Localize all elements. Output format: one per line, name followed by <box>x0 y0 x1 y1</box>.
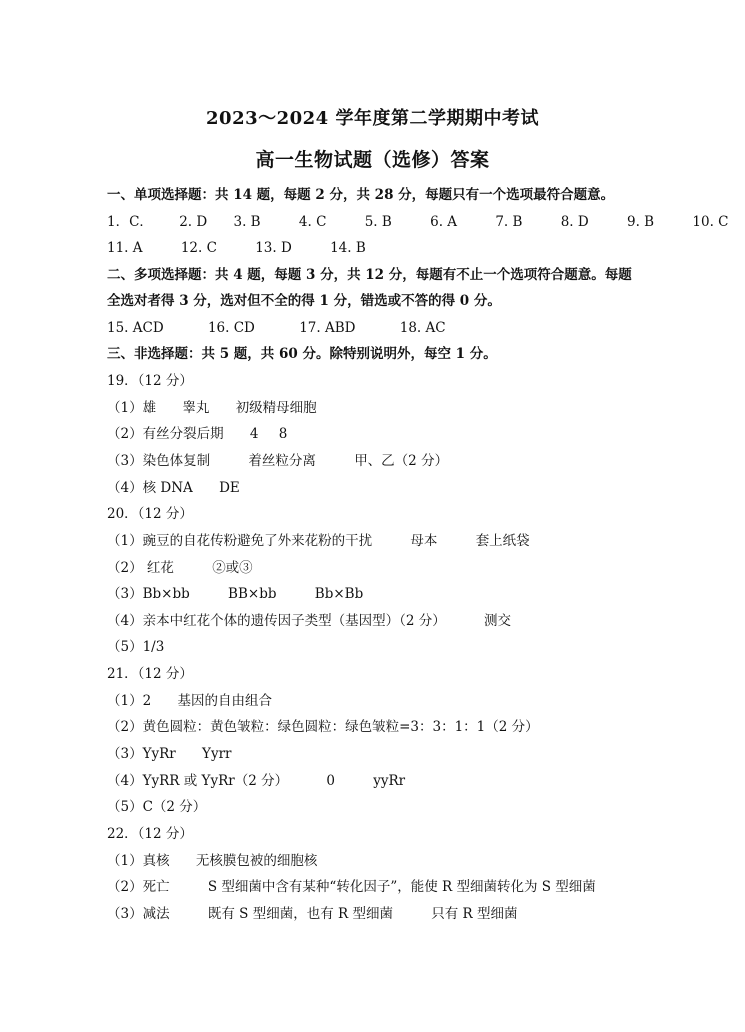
q22-a1-part2: 无核膜包被的细胞核 <box>195 853 318 869</box>
q20-answer-1 <box>107 532 530 550</box>
q22-a3-part3: 只有 R 型细菌 <box>431 906 518 922</box>
q21-a3-part1: （3）YyRr <box>107 746 176 762</box>
q22-label: 22．（12 分） <box>107 826 193 842</box>
section1-row2 <box>107 239 366 257</box>
q19-label: 19．（12 分） <box>107 373 193 389</box>
q20-a5-part1: （5）1/3 <box>107 639 165 655</box>
q19-a3-part1: （3）染色体复制 <box>107 453 211 469</box>
q20-label: 20．（12 分） <box>107 506 193 522</box>
q21-a2-part1: （2）黄色圆粒：黄色皱粒：绿色圆粒：绿色皱粒=3：3：1：1（2 分） <box>107 719 539 735</box>
q20-answer-4 <box>107 612 511 630</box>
q21-a4-part1: （4）YyRR 或 YyRr（2 分） <box>107 773 289 789</box>
q19-answer-4 <box>107 479 240 497</box>
q19-a4-part1: （4）核 DNA <box>107 480 193 496</box>
q21-answer-2 <box>107 718 539 736</box>
q21-label: 21．（12 分） <box>107 666 193 682</box>
q19-a1-part2: 睾丸 <box>182 400 210 416</box>
answer-q2: 2. D <box>179 214 208 230</box>
answer-q5: 5. B <box>364 214 392 230</box>
answer-q18: 18. AC <box>399 320 446 336</box>
q20-a2-part2: ②或③ <box>212 560 253 576</box>
q21-answer-5 <box>107 798 206 816</box>
q22-answer-2 <box>107 878 596 896</box>
q21-a4-part3: yyRr <box>373 773 406 789</box>
answer-q3: 3. B <box>233 214 261 230</box>
q20-answer-3 <box>107 585 363 603</box>
answer-q11: 11. A <box>107 240 143 256</box>
answer-q14: 14. B <box>330 240 366 256</box>
q20-a2-part1: （2） 红花 <box>107 560 174 576</box>
section1-row1 <box>107 213 729 231</box>
q22-a2-part1: （2）死亡 <box>107 879 170 895</box>
q21-a1-part2: 基因的自由组合 <box>177 693 272 709</box>
q20-a1-part3: 套上纸袋 <box>475 533 530 549</box>
q22-a2-part2: S 型细菌中含有某种“转化因子”，能使 R 型细菌转化为 S 型细菌 <box>207 879 596 895</box>
section1-heading: 一、单项选择题：共 14 题，每题 2 分，共 28 分，每题只有一个选项最符合题意。 <box>107 187 615 203</box>
answer-q10: 10. C <box>692 214 729 230</box>
q21-a1-part1: （1）2 <box>107 693 152 709</box>
q21-answer-4 <box>107 772 405 790</box>
q19-a3-part2: 着丝粒分离 <box>248 453 316 469</box>
answer-q8: 8. D <box>560 214 589 230</box>
exam-title: 2023～2024 学年度第二学期期中考试 <box>206 108 539 129</box>
q19-answer-1 <box>107 399 317 417</box>
answer-q7: 7. B <box>495 214 523 230</box>
section3-heading: 三、非选择题：共 5 题，共 60 分。除特别说明外，每空 1 分。 <box>107 346 497 362</box>
q19-a1-part1: （1）雄 <box>107 400 157 416</box>
q22-a1-part1: （1）真核 <box>107 853 170 869</box>
q19-answer-2 <box>107 425 287 443</box>
q20-a3-part2: BB×bb <box>228 586 277 602</box>
answer-q4: 4. C <box>298 214 327 230</box>
q20-a1-part1: （1）豌豆的自花传粉避免了外来花粉的干扰 <box>107 533 373 549</box>
q21-answer-1 <box>107 692 272 710</box>
q19-a2-part3: 8 <box>278 426 288 442</box>
answer-q15: 15. ACD <box>107 320 164 336</box>
q20-answer-5 <box>107 638 164 656</box>
answer-q9: 9. B <box>627 214 655 230</box>
q22-a3-part2: 既有 S 型细菌，也有 R 型细菌 <box>207 906 393 922</box>
section2-heading-line2: 全选对者得 3 分，选对但不全的得 1 分，错选或不答的得 0 分。 <box>107 293 501 309</box>
answer-q13: 13. D <box>255 240 292 256</box>
answer-q17: 17. ABD <box>299 320 356 336</box>
q20-answer-2 <box>107 559 253 577</box>
q20-a4-part1: （4）亲本中红花个体的遗传因子类型（基因型）（2 分） <box>107 613 446 629</box>
q19-a4-part2: DE <box>219 480 240 496</box>
q21-a5-part1: （5）C（2 分） <box>107 799 207 815</box>
q19-a2-part1: （2）有丝分裂后期 <box>107 426 224 442</box>
exam-subtitle: 高一生物试题（选修）答案 <box>255 149 490 171</box>
q21-answer-3 <box>107 745 232 763</box>
answer-q6: 6. A <box>430 214 458 230</box>
q19-answer-3 <box>107 452 448 470</box>
q20-a1-part2: 母本 <box>410 533 438 549</box>
q21-a3-part2: Yyrr <box>202 746 232 762</box>
q19-a3-part3: 甲、乙（2 分） <box>354 453 449 469</box>
answer-q16: 16. CD <box>207 320 255 336</box>
q20-a4-part2: 测交 <box>484 613 512 629</box>
q19-a2-part2: 4 <box>249 426 259 442</box>
q22-answer-1 <box>107 852 317 870</box>
q20-a3-part3: Bb×Bb <box>314 586 364 602</box>
q19-a1-part3: 初级精母细胞 <box>235 400 317 416</box>
q21-a4-part2: 0 <box>326 773 335 789</box>
q20-a3-part1: （3）Bb×bb <box>107 586 190 602</box>
answer-q1: 1．C． <box>107 214 153 230</box>
answer-q12: 12. C <box>180 240 217 256</box>
q22-a3-part1: （3）减法 <box>107 906 170 922</box>
section2-row <box>107 319 446 337</box>
q22-answer-3 <box>107 905 518 923</box>
section2-heading-line1: 二、多项选择题：共 4 题，每题 3 分，共 12 分，每题有不止一个选项符合题意。每题 <box>107 267 632 283</box>
